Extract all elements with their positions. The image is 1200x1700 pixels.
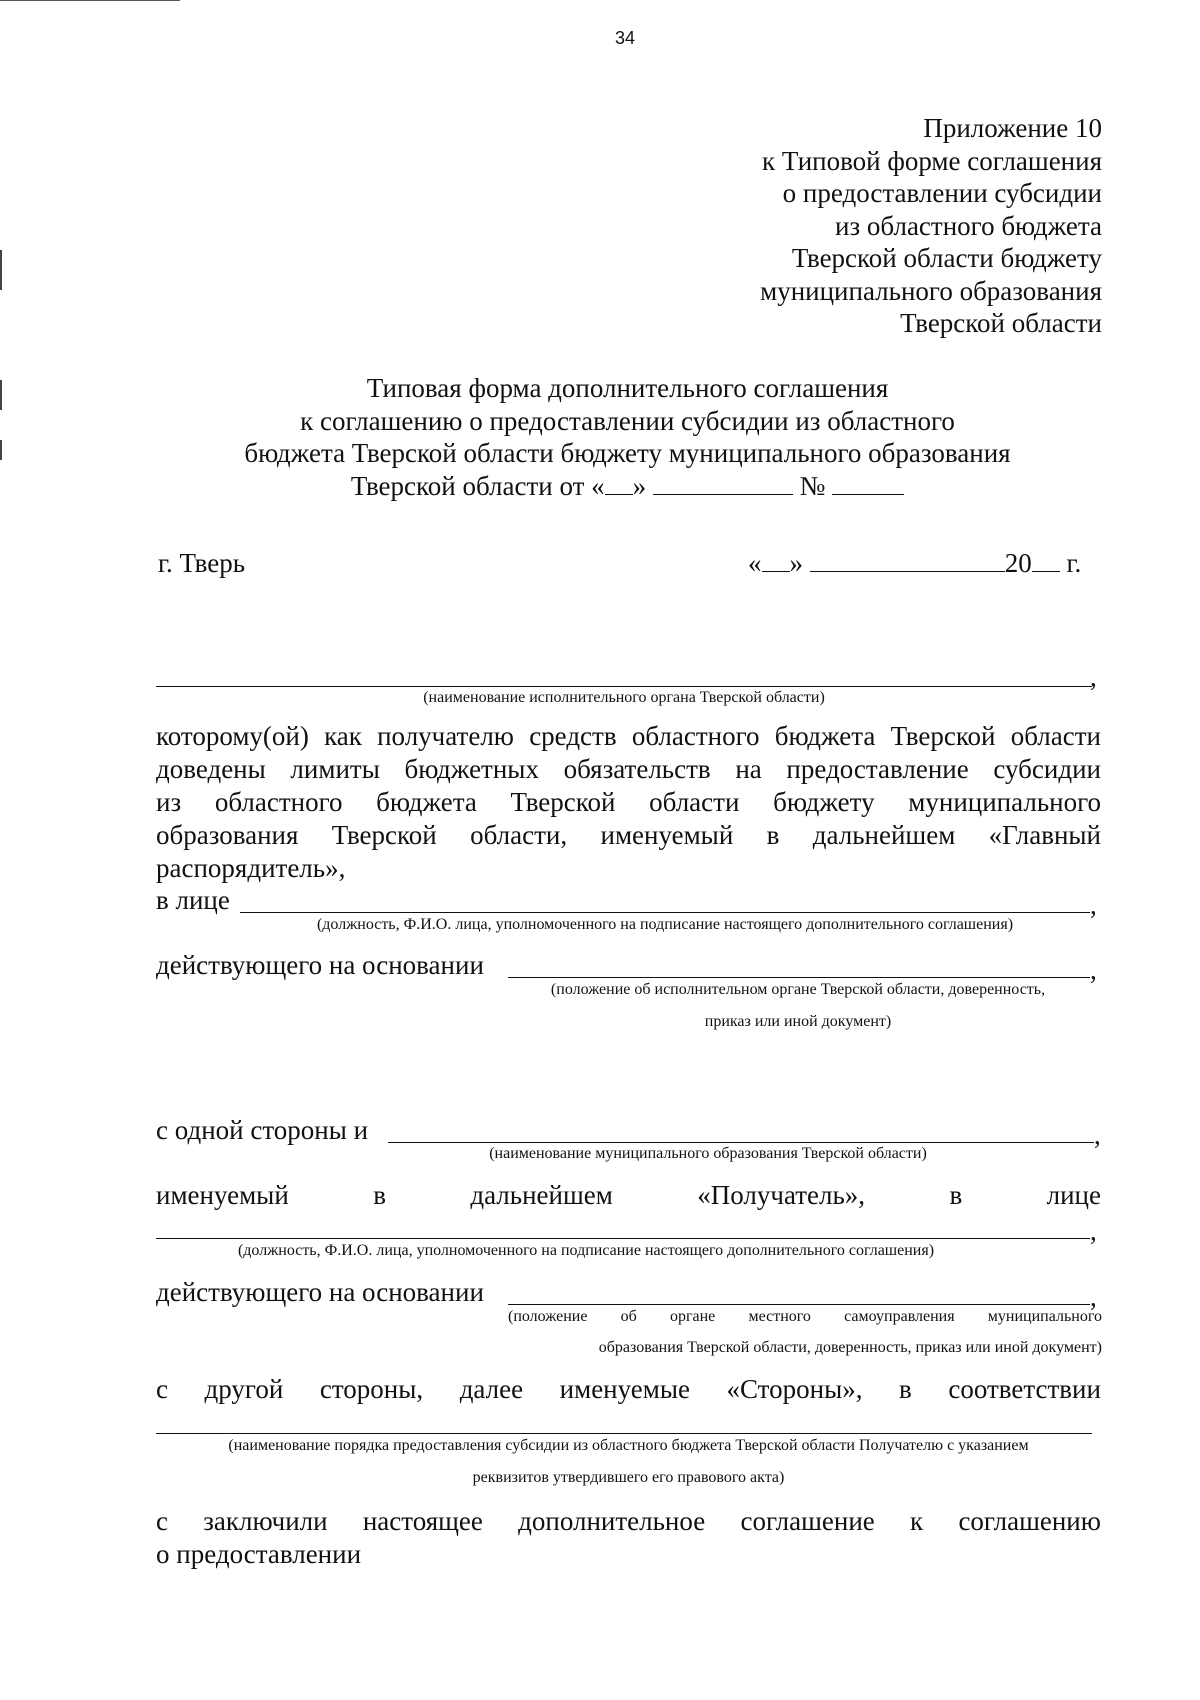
concluded-line (156, 1506, 1101, 1537)
caption-word: (положение (508, 1308, 588, 1325)
appendix-line: Приложение 10 (923, 113, 1102, 143)
date-quote-open: « (748, 548, 762, 578)
comma: , (1094, 1120, 1101, 1150)
comma: , (1090, 890, 1097, 920)
appendix-line: муниципального образования (760, 275, 1102, 306)
paragraph-line: доведены лимиты бюджетных обязательств на предоставление субсидии (156, 754, 1101, 784)
caption-signatory-2: (должность, Ф.И.О. лица, уполномоченного на подписание настоящего дополнительного соглашения) (237, 1242, 935, 1259)
number-sign: № (799, 470, 826, 501)
word: стороны, (319, 1374, 424, 1404)
executive-body-line[interactable] (156, 686, 1092, 687)
scan-top-line (0, 0, 180, 1)
caption-basis-1-line2: приказ или иной документ) (704, 1013, 892, 1030)
year-blank[interactable] (1032, 549, 1060, 572)
appendix-line: Тверской области (900, 308, 1102, 338)
municipality-line[interactable] (388, 1142, 1094, 1143)
appendix-header (760, 112, 1102, 340)
title-line: Типовая форма дополнительного соглашения (366, 373, 889, 403)
word: далее (459, 1374, 524, 1404)
caption-basis-2-line2: образования Тверской области, доверенность, приказ или иной документ) (598, 1339, 1102, 1356)
caption-word: местного (748, 1308, 811, 1325)
paragraph-line: из областного бюджета Тверской области бюджету муниципального (156, 787, 1101, 817)
word: в (899, 1374, 912, 1404)
year-suffix: г. (1066, 548, 1082, 578)
number-blank[interactable] (832, 472, 904, 495)
date-quote-close: » (789, 548, 803, 578)
word: к (910, 1506, 924, 1536)
month-blank[interactable] (653, 472, 793, 495)
named-recipient-line (156, 1180, 1101, 1211)
word: именуемый (156, 1180, 289, 1210)
word: с (156, 1506, 168, 1536)
in-person-label: в лице (156, 885, 230, 915)
acting-basis-1-label: действующего на основании (156, 950, 484, 980)
caption-word: об (620, 1308, 637, 1325)
caption-signatory-1: (должность, Ф.И.О. лица, уполномоченного на подписание настоящего дополнительного соглашения) (316, 916, 1014, 933)
caption-executive-body: (наименование исполнительного органа Тверской области) (423, 689, 825, 706)
title-date-close: » (632, 470, 647, 501)
date-day-blank[interactable] (762, 549, 790, 572)
appendix-line: к Типовой форме соглашения (762, 145, 1102, 176)
title-line: бюджета Тверской области бюджету муниципального образования (244, 438, 1011, 468)
word: «Получатель», (697, 1180, 866, 1210)
caption-procedure-line2: реквизитов утвердившего его правового акта) (472, 1469, 785, 1486)
signatory-2-line[interactable] (156, 1238, 1090, 1239)
paragraph-line: образования Тверской области, именуемый в дальнейшем «Главный (156, 820, 1101, 850)
other-side-line (156, 1374, 1101, 1405)
comma: , (1090, 662, 1097, 692)
word: дополнительное (518, 1506, 706, 1536)
caption-word: органе (669, 1308, 716, 1325)
basis-2-line[interactable] (508, 1304, 1090, 1305)
page-number: 34 (614, 28, 636, 48)
title-date-prefix: Тверской области от « (350, 470, 605, 501)
concluded-line-2: о предоставлении (156, 1539, 362, 1569)
caption-basis-1-line1: (положение об исполнительном органе Тверской области, доверенность, (550, 981, 1046, 998)
word: соглашение (740, 1506, 875, 1536)
appendix-line: из областного бюджета (835, 210, 1102, 241)
comma: , (1090, 1216, 1097, 1246)
day-blank[interactable] (605, 472, 633, 495)
paragraph-line: распорядитель», (156, 853, 346, 883)
one-side-label: с одной стороны и (156, 1115, 369, 1145)
signatory-1-line[interactable] (240, 912, 1090, 913)
appendix-line: Тверской области бюджету (791, 243, 1102, 273)
appendix-line: о предоставлении субсидии (782, 178, 1102, 208)
title-line-date (0, 470, 1200, 503)
city: г. Тверь (158, 548, 246, 578)
word: в (949, 1180, 963, 1210)
basis-1-line[interactable] (508, 977, 1090, 978)
word: лице (1046, 1180, 1101, 1210)
paragraph-line: которому(ой) как получателю средств областного бюджета Тверской области (156, 721, 1101, 751)
word: другой (204, 1374, 284, 1404)
caption-municipality: (наименование муниципального образования Тверской области) (489, 1145, 927, 1162)
comma: , (1090, 955, 1097, 985)
word: «Стороны», (726, 1374, 863, 1404)
word: настоящее (362, 1506, 483, 1536)
scan-edge-mark (0, 250, 2, 290)
word: соглашению (958, 1506, 1101, 1536)
caption-procedure-line1: (наименование порядка предоставления субсидии из областного бюджета Тверской области Получателю с указанием (228, 1437, 1029, 1454)
document-title (0, 372, 1200, 502)
date-field (748, 548, 1081, 579)
word: с (156, 1374, 168, 1404)
word: именуемые (559, 1374, 690, 1404)
year-prefix: 20 (1004, 548, 1032, 578)
date-month-blank[interactable] (810, 549, 1005, 572)
comma: , (1090, 1282, 1097, 1312)
procedure-line[interactable] (156, 1433, 1092, 1434)
word: заключили (203, 1506, 328, 1536)
caption-word: муниципального (987, 1308, 1102, 1325)
word: дальнейшем (470, 1180, 613, 1210)
paragraph-recipient (156, 720, 1101, 885)
caption-word: самоуправления (844, 1308, 955, 1325)
caption-basis-2-line1 (508, 1308, 1102, 1326)
word: соответствии (948, 1374, 1101, 1404)
title-line: к соглашению о предоставлении субсидии из областного (300, 405, 955, 436)
word: в (373, 1180, 386, 1210)
acting-basis-2-label: действующего на основании (156, 1277, 484, 1307)
